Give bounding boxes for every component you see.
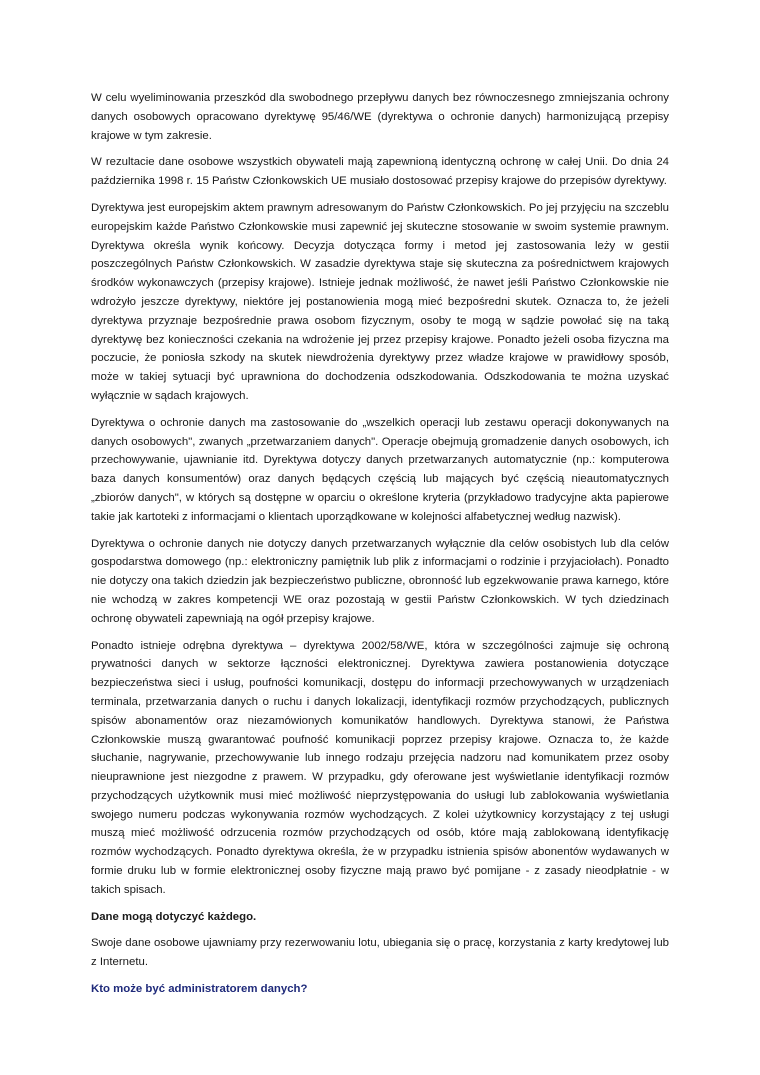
- paragraph-2: W rezultacie dane osobowe wszystkich obywateli mają zapewnioną identyczną ochronę w całej Unii. Do dnia 24 października 1998 r. 15 Państw Członkowskich UE musiało dostosować przepisy krajowe do przepisów dyrektywy.: [91, 156, 669, 188]
- paragraph-7: Swoje dane osobowe ujawniamy przy rezerwowaniu lotu, ubiegania się o pracę, korzystania z karty kredytowej lub z Internetu.: [91, 937, 669, 969]
- bold-heading: Dane mogą dotyczyć każdego.: [91, 910, 257, 923]
- paragraph-4: Dyrektywa o ochronie danych ma zastosowanie do „wszelkich operacji lub zestawu operacji dokonywanych na danych osobowych", zwanych „przetwarzaniem danych". Operacje obejmują gromadzenie danych osobowych, ich przechowywanie, ujawnianie itd. Dyrektywa dotyczy danych przetwarzanych automatycznie (np.: komputerowa baza danych konsumentów) oraz danych będących częścią lub mających być częścią nieautomatycznych „zbiorów danych", w których są dostępne w oparciu o określone kryteria (przykładowo tradycyjne akta papierowe takie jak kartoteki z informacjami o klientach uporządkowane w kolejności alfabetycznej według nazwisk).: [91, 416, 669, 523]
- document-page: [91, 89, 669, 999]
- paragraph-6: Ponadto istnieje odrębna dyrektywa – dyrektywa 2002/58/WE, która w szczególności zajmuje się ochroną prywatności danych w sektorze łączności elektronicznej. Dyrektywa zawiera postanowienia dotyczące bezpieczeństwa sieci i usług, poufności komunikacji, dostępu do informacji przechowywanych w urządzeniach terminala, przetwarzania danych o ruchu i danych lokalizacji, identyfikacji rozmów przychodzących, publicznych spisów abonamentów oraz niezamówionych komunikatów handlowych. Dyrektywa stanowi, że Państwa Członkowskie muszą gwarantować poufność komunikacji poprzez przepisy krajowe. Oznacza to, że każde słuchanie, nagrywanie, przechowywanie lub innego rodzaju przejęcia nadzoru nad komunikatem przez osoby nieuprawnione jest niezgodne z prawem. W przypadku, gdy oferowane jest wyświetlanie identyfikacji rozmów przychodzących użytkownik musi mieć możliwość nieprzystępowania do usługi lub zablokowania wyświetlania swojego numeru podczas wykonywania rozmów wychodzących. Z kolei użytkownicy korzystający z tej usługi muszą mieć możliwość odrzucenia rozmów przychodzących od osób, które mają zablokowaną identyfikację rozmów wychodzących. Ponadto dyrektywa określa, że w przypadku istnienia spisów abonentów wydawanych w formie druku lub w formie elektronicznej osoby fizyczne mają prawo być pomijane - z zasady nieodpłatnie - w takich spisach.: [91, 639, 669, 896]
- section-heading: Kto może być administratorem danych?: [91, 983, 308, 996]
- paragraph-5: Dyrektywa o ochronie danych nie dotyczy danych przetwarzanych wyłącznie dla celów osobistych lub dla celów gospodarstwa domowego (np.: elektroniczny pamiętnik lub plik z informacjami o rodzinie i przyjaciołach). Ponadto nie dotyczy ona takich dziedzin jak bezpieczeństwo publiczne, obronność lub egzekwowanie prawa karnego, które nie wchodzą w zakres kompetencji WE oraz pozostają w gestii Państw Członkowskich. W tych dziedzinach ochronę obywateli zapewniają na ogół przepisy krajowe.: [91, 537, 669, 625]
- paragraph-3: Dyrektywa jest europejskim aktem prawnym adresowanym do Państw Członkowskich. Po jej przyjęciu na szczeblu europejskim każde Państwo Członkowskie musi zapewnić jej skuteczne stosowanie w swoim systemie prawnym. Dyrektywa określa wynik końcowy. Decyzja dotycząca formy i metod jej zastosowania leży w gestii poszczególnych Państw Członkowskich. W zasadzie dyrektywa staje się skuteczna za pośrednictwem krajowych środków wykonawczych (przepisy krajowe). Istnieje jednak możliwość, że nawet jeśli Państwo Członkowskie nie wdrożyło jeszcze dyrektywy, niektóre jej postanowienia mogą mieć bezpośredni skutek. Oznacza to, że jeżeli dyrektywa przyznaje bezpośrednie prawa osobom fizycznym, osoby te mogą w sądzie powołać się na taką dyrektywę bez konieczności czekania na wdrożenie jej przez przepisy krajowe. Ponadto jeżeli osoba fizyczna ma poczucie, że poniosła szkody na skutek niewdrożenia dyrektywy przez władze krajowe w prawidłowy sposób, może w takiej sytuacji być uprawniona do dochodzenia odszkodowania. Odszkodowania te można uzyskać wyłącznie w sądach krajowych.: [91, 201, 669, 402]
- paragraph-1: W celu wyeliminowania przeszkód dla swobodnego przepływu danych bez równoczesnego zmniejszania ochrony danych osobowych opracowano dyrektywę 95/46/WE (dyrektywa o ochronie danych) harmonizującą przepisy krajowe w tym zakresie.: [91, 92, 669, 142]
